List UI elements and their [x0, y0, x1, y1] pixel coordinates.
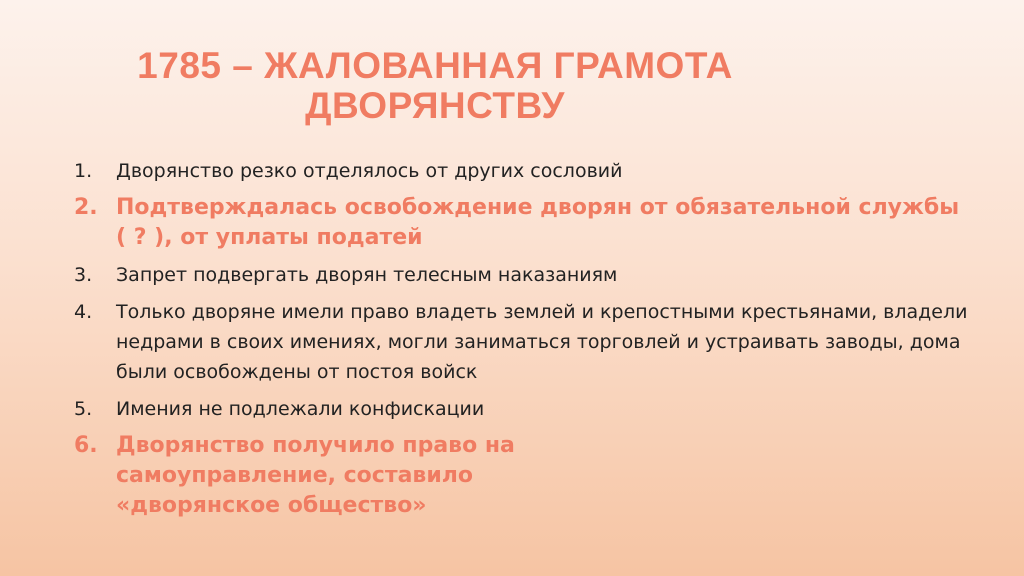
list-item-number: 4. — [74, 301, 93, 323]
list-item — [74, 156, 974, 186]
list-item-number: 2. — [74, 195, 98, 220]
list-item — [74, 297, 974, 387]
list-item-number: 6. — [74, 433, 98, 458]
numbered-list — [74, 156, 974, 528]
list-item — [74, 394, 974, 424]
list-item — [74, 193, 974, 253]
list-item-number: 5. — [74, 398, 93, 420]
slide-title-line-2: ДВОРЯНСТВУ — [305, 85, 565, 126]
slide-title — [90, 46, 780, 126]
list-item-text: Только дворяне имели право владеть землей и крепостными крестьянами, владели недрами в своих имениях, могли заниматься торговлей и устраивать заводы, дома были освобождены от постоя войск — [116, 301, 968, 383]
list-item-text: Запрет подвергать дворян телесным наказаниям — [116, 264, 618, 286]
list-item-text: Подтверждалась освобождение дворян от обязательной службы ( ? ), от уплаты податей — [116, 195, 960, 250]
list-item-text: Дворянство получило право на самоуправление, составило «дворянское общество» — [116, 433, 515, 518]
list-item-number: 3. — [74, 264, 93, 286]
slide-title-line-1: 1785 – ЖАЛОВАННАЯ ГРАМОТА — [137, 45, 733, 86]
list-item — [74, 431, 974, 521]
list-item-text: Дворянство резко отделялось от других сословий — [116, 160, 623, 182]
list-item — [74, 260, 974, 290]
list-item-number: 1. — [74, 160, 93, 182]
list-item-text: Имения не подлежали конфискации — [116, 398, 485, 420]
